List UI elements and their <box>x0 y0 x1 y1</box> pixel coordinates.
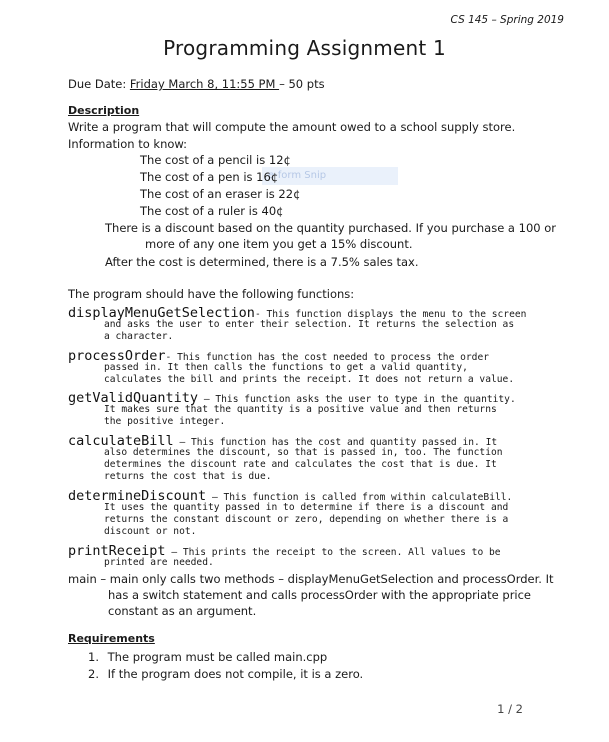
function-desc-cont: a character. <box>104 331 174 342</box>
function-desc-cont: determines the discount rate and calculates the cost that is due. It <box>104 459 497 470</box>
function-name: processOrder <box>68 348 166 364</box>
discount-line-2: more of any one item you get a 15% discount. <box>145 237 413 251</box>
requirement-item <box>88 667 363 681</box>
snip-overlay: e-form Snip <box>262 167 398 185</box>
function-desc: – This function is called from within calculateBill. <box>206 492 513 503</box>
requirement-text: The program must be called main.cpp <box>107 650 328 664</box>
page-title: Programming Assignment 1 <box>163 36 446 60</box>
function-desc-cont: passed in. It then calls the functions to get a valid quantity, <box>104 362 468 373</box>
due-date-line <box>68 77 325 91</box>
function-desc: – This function asks the user to type in the quantity. <box>198 394 516 405</box>
function-name: printReceipt <box>68 543 166 559</box>
requirement-number: 2. <box>88 667 99 681</box>
function-desc-cont: It uses the quantity passed in to determine if there is a discount and <box>104 502 509 513</box>
function-desc-cont: returns the cost that is due. <box>104 471 272 482</box>
function-desc: – This function has the cost and quantity passed in. It <box>173 437 498 448</box>
function-name: calculateBill <box>68 433 174 449</box>
due-date: Friday March 8, 11:55 PM <box>129 77 280 91</box>
requirement-number: 1. <box>88 650 99 664</box>
function-desc: - This function has the cost needed to process the order <box>165 352 489 363</box>
function-desc-cont: printed are needed. <box>104 557 214 568</box>
cost-eraser: The cost of an eraser is 22¢ <box>140 187 301 201</box>
requirement-item <box>88 650 327 664</box>
description-heading: Description <box>68 104 140 117</box>
description-line-1: Write a program that will compute the amount owed to a school supply store. <box>68 120 516 134</box>
due-points: – 50 pts <box>279 77 325 91</box>
function-desc-cont: discount or not. <box>104 526 197 537</box>
function-name: getValidQuantity <box>68 390 199 406</box>
function-desc-cont: and asks the user to enter their selection. It returns the selection as <box>104 319 515 330</box>
main-line-2: has a switch statement and calls processOrder with the appropriate price <box>108 588 532 602</box>
course-label: CS 145 – Spring 2019 <box>450 14 564 26</box>
description-line-2: Information to know: <box>68 137 188 151</box>
function-desc: – This prints the receipt to the screen. All values to be <box>165 547 501 558</box>
discount-line-1: There is a discount based on the quantity purchased. If you purchase a 100 or <box>105 221 556 235</box>
function-desc: - This function displays the menu to the screen <box>254 309 527 320</box>
requirement-text: If the program does not compile, it is a zero. <box>107 667 364 681</box>
function-desc-cont: returns the constant discount or zero, depending on whether there is a <box>104 514 509 525</box>
function-name: determineDiscount <box>68 488 207 504</box>
requirements-heading: Requirements <box>68 632 155 645</box>
due-label: Due Date: <box>68 77 130 91</box>
tax-line: After the cost is determined, there is a 7.5% sales tax. <box>105 255 419 269</box>
main-line-3: constant as an argument. <box>108 604 257 618</box>
main-line-1: main – main only calls two methods – displayMenuGetSelection and processOrder. It <box>68 572 554 586</box>
cost-pen: The cost of a pen is 16¢ <box>140 170 279 184</box>
cost-ruler: The cost of a ruler is 40¢ <box>140 204 284 218</box>
function-desc-cont: the positive integer. <box>104 416 226 427</box>
function-desc-cont: also determines the discount, so that is passed in, too. The function <box>104 447 503 458</box>
function-desc-cont: calculates the bill and prints the receipt. It does not return a value. <box>104 374 515 385</box>
function-desc-cont: It makes sure that the quantity is a positive value and then returns <box>104 404 497 415</box>
page-number: 1 / 2 <box>497 702 523 716</box>
cost-pencil: The cost of a pencil is 12¢ <box>140 153 291 167</box>
functions-intro: The program should have the following functions: <box>68 287 355 301</box>
function-name: displayMenuGetSelection <box>68 305 255 321</box>
